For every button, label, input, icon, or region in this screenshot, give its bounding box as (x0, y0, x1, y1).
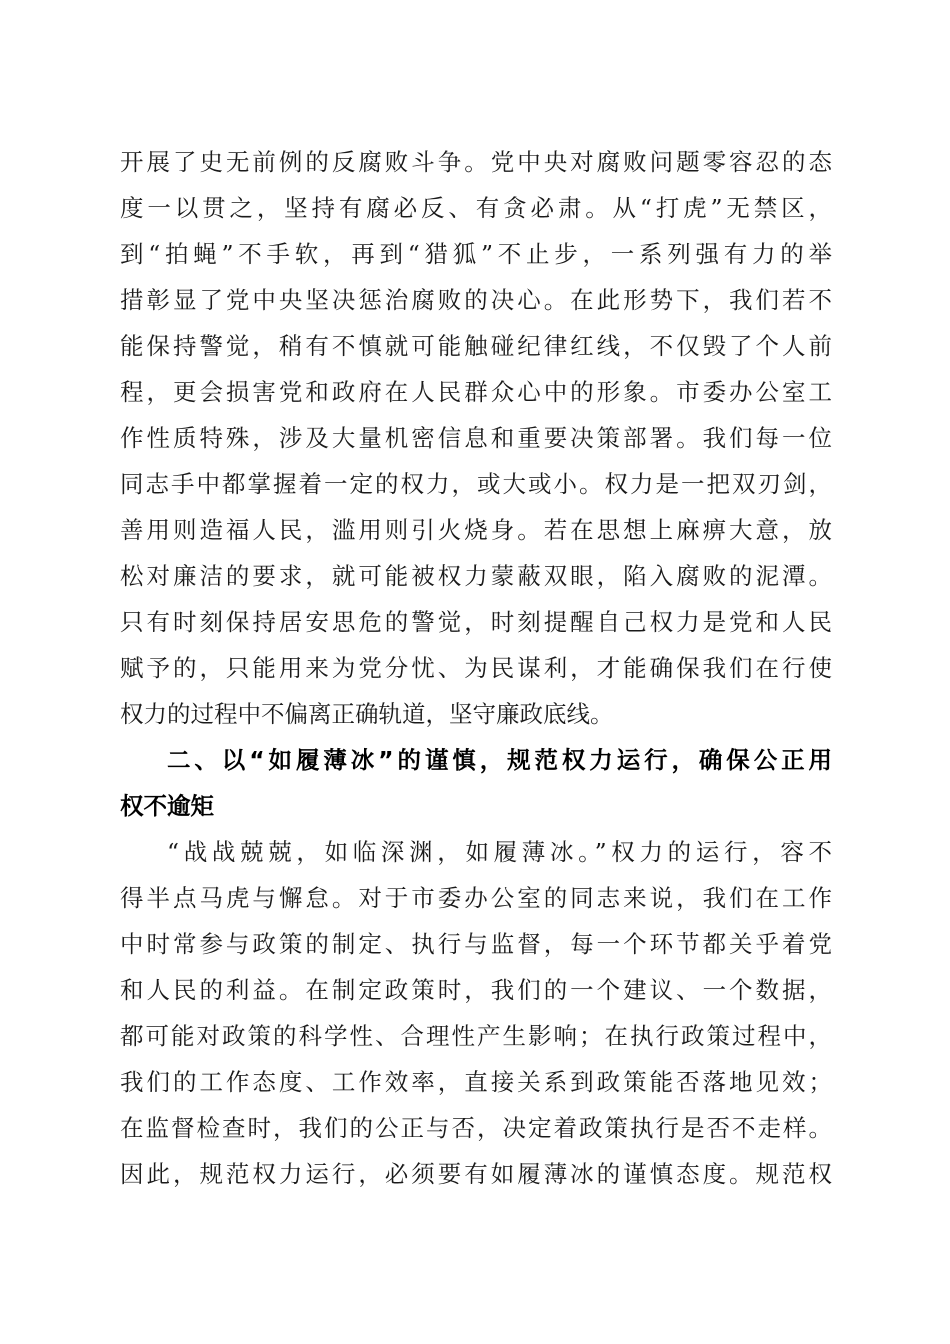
text-line: 到“拍蝇”不手软，再到“猎狐”不止步，一系列强有力的举 (120, 240, 832, 268)
text-line: 程，更会损害党和政府在人民群众心中的形象。市委办公室工 (120, 378, 832, 406)
text-line: 善用则造福人民，滥用则引火烧身。若在思想上麻痹大意，放 (120, 516, 832, 544)
text-line: 赋予的，只能用来为党分忧、为民谋利，才能确保我们在行使 (120, 654, 832, 682)
text-line: 权力的过程中不偏离正确轨道，坚守廉政底线。 (120, 700, 614, 728)
text-line: 松对廉洁的要求，就可能被权力蒙蔽双眼，陷入腐败的泥潭。 (120, 562, 832, 590)
text-line: “战战兢兢，如临深渊，如履薄冰。”权力的运行，容不 (167, 838, 832, 866)
text-line: 作性质特殊，涉及大量机密信息和重要决策部署。我们每一位 (120, 424, 832, 452)
text-line: 因此，规范权力运行，必须要有如履薄冰的谨慎态度。规范权 (120, 1160, 832, 1188)
text-line: 得半点马虎与懈怠。对于市委办公室的同志来说，我们在工作 (120, 884, 832, 912)
heading-line: 二、以“如履薄冰”的谨慎，规范权力运行，确保公正用 (167, 746, 832, 774)
text-line: 同志手中都掌握着一定的权力，或大或小。权力是一把双刃剑， (120, 470, 832, 498)
text-line: 中时常参与政策的制定、执行与监督，每一个环节都关乎着党 (120, 930, 832, 958)
text-line: 开展了史无前例的反腐败斗争。党中央对腐败问题零容忍的态 (120, 148, 832, 176)
heading-line: 权不逾矩 (120, 792, 214, 820)
text-line: 能保持警觉，稍有不慎就可能触碰纪律红线，不仅毁了个人前 (120, 332, 832, 360)
text-line: 在监督检查时，我们的公正与否，决定着政策执行是否不走样。 (120, 1114, 832, 1142)
text-line: 只有时刻保持居安思危的警觉，时刻提醒自己权力是党和人民 (120, 608, 832, 636)
text-line: 我们的工作态度、工作效率，直接关系到政策能否落地见效； (120, 1068, 832, 1096)
text-line: 和人民的利益。在制定政策时，我们的一个建议、一个数据， (120, 976, 832, 1004)
text-line: 度一以贯之，坚持有腐必反、有贪必肃。从“打虎”无禁区， (120, 194, 832, 222)
text-line: 都可能对政策的科学性、合理性产生影响；在执行政策过程中， (120, 1022, 832, 1050)
text-line: 措彰显了党中央坚决惩治腐败的决心。在此形势下，我们若不 (120, 286, 832, 314)
